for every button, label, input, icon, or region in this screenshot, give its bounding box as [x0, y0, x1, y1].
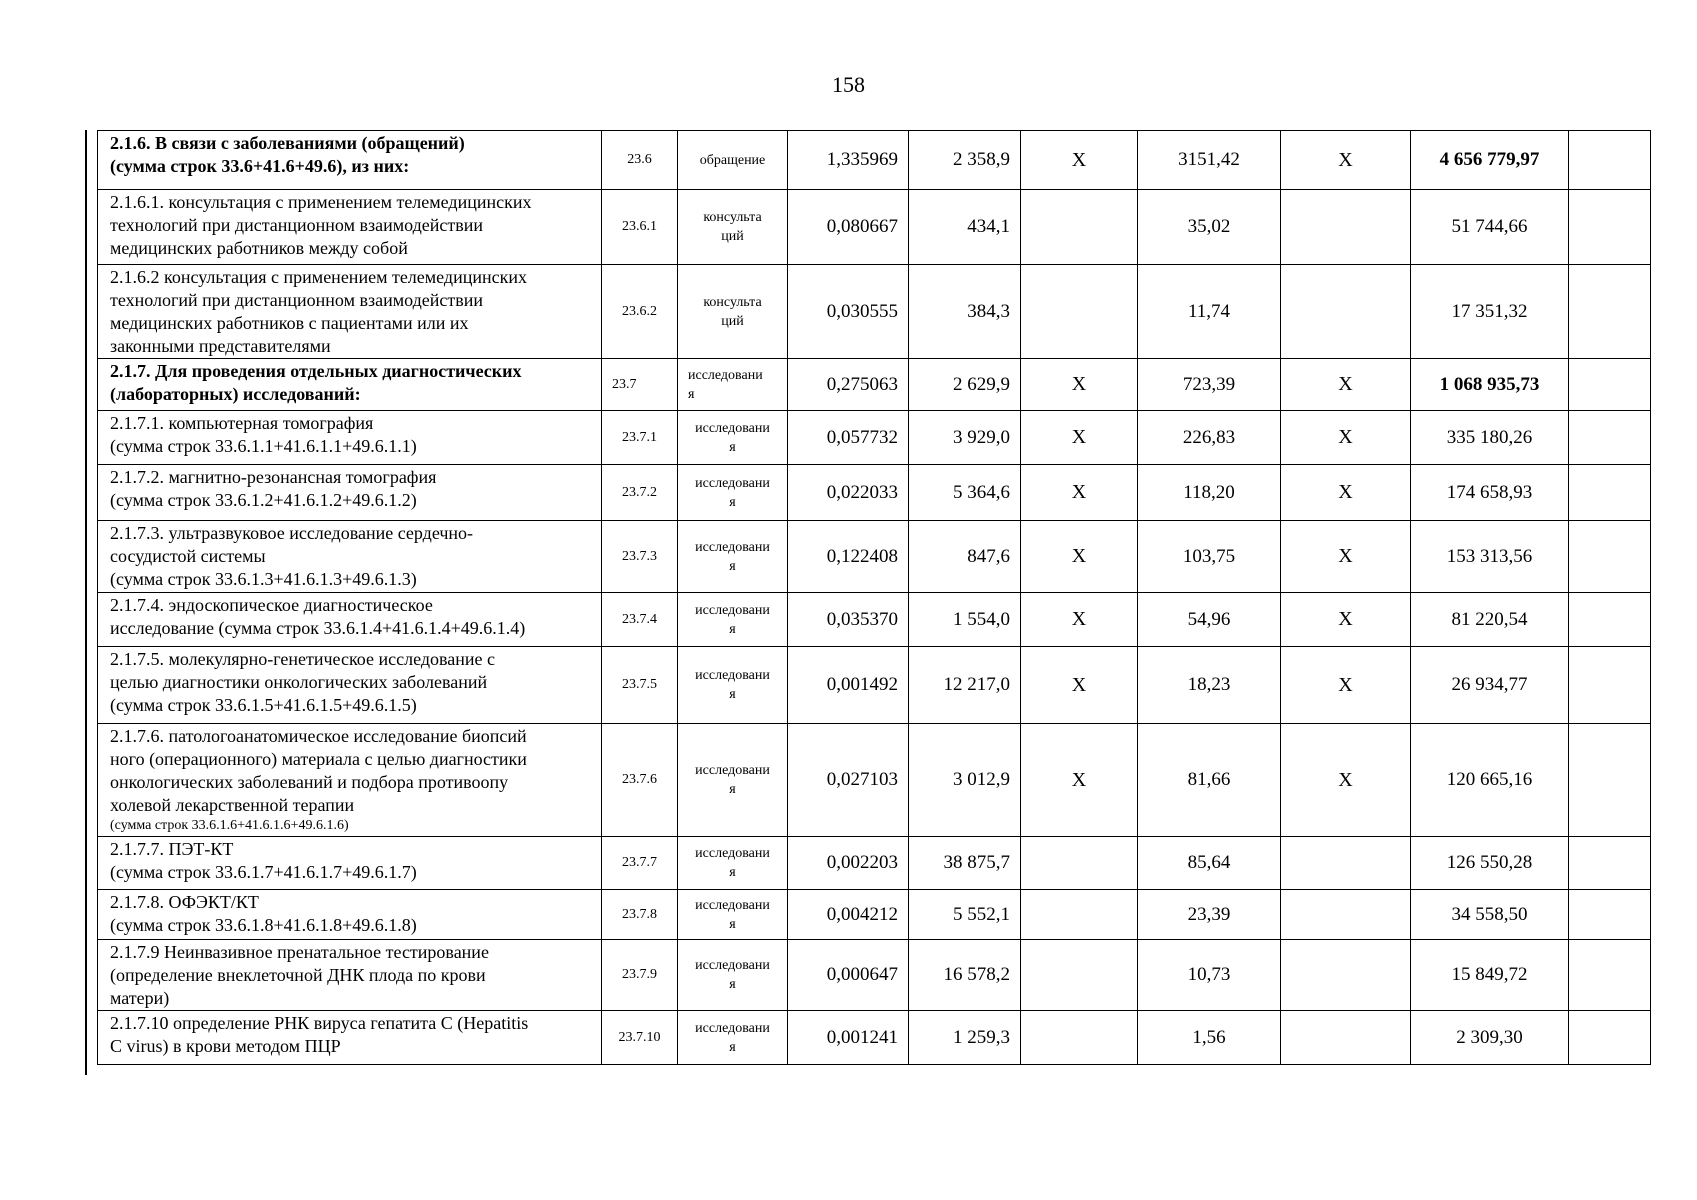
row-total-cell: 81 220,54 — [1411, 593, 1569, 647]
row-code-cell: 23.7.10 — [602, 1011, 678, 1065]
row-cost-cell: 1 554,0 — [909, 593, 1021, 647]
row-cost-cell: 3 929,0 — [909, 411, 1021, 465]
row-name-line: исследование (сумма строк 33.6.1.4+41.6.1.4+49.6.1.4) — [110, 618, 526, 638]
row-name-line: 2.1.7.9 Неинвазивное пренатальное тестирование — [110, 942, 489, 962]
table-row — [98, 940, 1651, 1011]
row-name-line: целью диагностики онкологических заболеваний — [110, 672, 488, 692]
row-name-line: C virus) в крови методом ПЦР — [110, 1036, 341, 1056]
row-x-cell-2: X — [1281, 359, 1411, 411]
row-x-cell-2: X — [1281, 647, 1411, 724]
row-total-cell: 1 068 935,73 — [1411, 359, 1569, 411]
row-unit-line: обращение — [699, 152, 766, 168]
row-norm-cell: 0,122408 — [788, 521, 909, 593]
row-x-cell-2 — [1281, 190, 1411, 265]
row-x-cell-2 — [1281, 1011, 1411, 1065]
row-unit-line: ций — [721, 313, 744, 329]
row-name-cell — [98, 465, 602, 521]
row-name-line: (сумма строк 33.6.1.5+41.6.1.5+49.6.1.5) — [110, 695, 417, 715]
row-empty-cell — [1569, 593, 1651, 647]
table-body — [98, 131, 1651, 1065]
table-row — [98, 593, 1651, 647]
row-total-cell: 120 665,16 — [1411, 724, 1569, 837]
row-norm-cell: 0,030555 — [788, 265, 909, 359]
row-total-cell: 17 351,32 — [1411, 265, 1569, 359]
table-row — [98, 1011, 1651, 1065]
row-per-capita-cell: 85,64 — [1138, 837, 1281, 890]
row-cost-cell: 1 259,3 — [909, 1011, 1021, 1065]
row-unit-line: я — [729, 865, 736, 880]
row-code-cell: 23.7.6 — [602, 724, 678, 837]
table-row — [98, 131, 1651, 190]
row-name-line: 2.1.6. В связи с заболеваниями (обращений) — [110, 133, 465, 153]
row-unit-line: исследовани — [695, 846, 770, 861]
tariff-table — [97, 130, 1651, 1065]
row-name-line: технологий при дистанционном взаимодействии — [110, 290, 483, 310]
row-cost-cell: 5 552,1 — [909, 890, 1021, 940]
row-name-cell — [98, 521, 602, 593]
row-code-cell: 23.7 — [602, 359, 678, 411]
row-unit-line: исследовани — [695, 763, 770, 778]
row-norm-cell: 0,022033 — [788, 465, 909, 521]
row-cost-cell: 434,1 — [909, 190, 1021, 265]
row-cost-cell: 38 875,7 — [909, 837, 1021, 890]
row-name-cell — [98, 411, 602, 465]
row-code-cell: 23.7.8 — [602, 890, 678, 940]
row-code-cell: 23.6.2 — [602, 265, 678, 359]
row-code-cell: 23.7.2 — [602, 465, 678, 521]
row-empty-cell — [1569, 521, 1651, 593]
row-name-line: (сумма строк 33.6.1.7+41.6.1.7+49.6.1.7) — [110, 862, 417, 882]
row-unit-cell — [678, 593, 788, 647]
left-margin-rule — [85, 130, 87, 1075]
row-norm-cell: 0,002203 — [788, 837, 909, 890]
row-name-line: медицинских работников с пациентами или их — [110, 313, 469, 333]
row-empty-cell — [1569, 359, 1651, 411]
row-name-line: законными представителями — [110, 336, 331, 356]
row-unit-line: исследовани — [695, 539, 770, 555]
row-total-cell: 4 656 779,97 — [1411, 131, 1569, 190]
row-code-cell: 23.6.1 — [602, 190, 678, 265]
row-x-cell-2 — [1281, 837, 1411, 890]
row-unit-line: я — [729, 558, 736, 574]
row-code-cell: 23.7.3 — [602, 521, 678, 593]
row-x-cell-2: X — [1281, 593, 1411, 647]
row-unit-line: я — [729, 439, 736, 455]
row-total-cell: 335 180,26 — [1411, 411, 1569, 465]
row-code-cell: 23.7.1 — [602, 411, 678, 465]
row-unit-line: я — [729, 621, 736, 637]
row-name-cell — [98, 131, 602, 190]
row-total-cell: 26 934,77 — [1411, 647, 1569, 724]
row-name-cell — [98, 593, 602, 647]
row-name-line: 2.1.7.7. ПЭТ-КТ — [110, 839, 234, 859]
row-name-cell — [98, 837, 602, 890]
row-total-cell: 153 313,56 — [1411, 521, 1569, 593]
row-name-line: онкологических заболеваний и подбора противоопу — [110, 772, 509, 792]
row-per-capita-cell: 54,96 — [1138, 593, 1281, 647]
row-cost-cell: 3 012,9 — [909, 724, 1021, 837]
row-unit-cell — [678, 131, 788, 190]
row-unit-cell — [678, 190, 788, 265]
row-name-line: (сумма строк 33.6.1.1+41.6.1.1+49.6.1.1) — [110, 436, 417, 456]
row-norm-cell: 0,027103 — [788, 724, 909, 837]
row-name-line: (лабораторных) исследований: — [110, 384, 361, 404]
row-name-line: 2.1.7.1. компьютерная томография — [110, 413, 374, 433]
row-name-cell — [98, 190, 602, 265]
row-x-cell-1 — [1021, 190, 1138, 265]
row-name-line: (сумма строк 33.6+41.6+49.6), из них: — [110, 156, 410, 176]
row-unit-line: ций — [721, 229, 744, 244]
table-row — [98, 359, 1651, 411]
row-unit-cell — [678, 359, 788, 411]
row-total-cell: 15 849,72 — [1411, 940, 1569, 1011]
row-per-capita-cell: 81,66 — [1138, 724, 1281, 837]
row-name-line: сосудистой системы — [110, 546, 266, 566]
row-name-cell — [98, 265, 602, 359]
row-per-capita-cell: 118,20 — [1138, 465, 1281, 521]
row-code-cell: 23.7.7 — [602, 837, 678, 890]
row-x-cell-2 — [1281, 890, 1411, 940]
row-name-cell — [98, 940, 602, 1011]
row-x-cell-2: X — [1281, 465, 1411, 521]
row-unit-line: я — [688, 386, 695, 402]
row-name-line: 2.1.7.3. ультразвуковое исследование сердечно- — [110, 523, 474, 543]
row-total-cell: 2 309,30 — [1411, 1011, 1569, 1065]
row-unit-cell — [678, 940, 788, 1011]
row-unit-cell — [678, 1011, 788, 1065]
row-unit-cell — [678, 521, 788, 593]
row-per-capita-cell: 23,39 — [1138, 890, 1281, 940]
row-empty-cell — [1569, 131, 1651, 190]
row-cost-cell: 847,6 — [909, 521, 1021, 593]
row-norm-cell: 0,001241 — [788, 1011, 909, 1065]
row-name-cell — [98, 647, 602, 724]
row-unit-cell — [678, 837, 788, 890]
row-x-cell-1: X — [1021, 359, 1138, 411]
table-row — [98, 190, 1651, 265]
row-name-line: ного (операционного) материала с целью диагностики — [110, 749, 527, 769]
row-x-cell-1: X — [1021, 131, 1138, 190]
row-norm-cell: 1,335969 — [788, 131, 909, 190]
row-unit-line: исследовани — [695, 1020, 770, 1036]
row-x-cell-2 — [1281, 265, 1411, 359]
table-row — [98, 521, 1651, 593]
row-code-cell: 23.7.9 — [602, 940, 678, 1011]
row-name-line: 2.1.7.2. магнитно-резонансная томография — [110, 467, 437, 487]
row-unit-cell — [678, 724, 788, 837]
row-name-cell — [98, 890, 602, 940]
row-empty-cell — [1569, 724, 1651, 837]
row-unit-line: консульта — [703, 210, 762, 225]
row-name-line: 2.1.7.6. патологоанатомическое исследование биопсий — [110, 726, 527, 746]
table-row — [98, 724, 1651, 837]
table-row — [98, 265, 1651, 359]
row-norm-cell: 0,004212 — [788, 890, 909, 940]
row-empty-cell — [1569, 940, 1651, 1011]
row-unit-line: исследовани — [695, 958, 770, 973]
row-code-cell: 23.7.5 — [602, 647, 678, 724]
row-total-cell: 51 744,66 — [1411, 190, 1569, 265]
row-unit-line: я — [729, 977, 736, 992]
row-x-cell-2: X — [1281, 724, 1411, 837]
row-name-line: (сумма строк 33.6.1.3+41.6.1.3+49.6.1.3) — [110, 569, 417, 589]
row-per-capita-cell: 3151,42 — [1138, 131, 1281, 190]
row-x-cell-2 — [1281, 940, 1411, 1011]
row-name-line: 2.1.6.2 консультация с применением телемедицинских — [110, 267, 527, 287]
row-norm-cell: 0,275063 — [788, 359, 909, 411]
row-name-line: матери) — [110, 988, 170, 1008]
row-unit-line: исследовани — [695, 668, 770, 683]
row-x-cell-1: X — [1021, 647, 1138, 724]
row-x-cell-2: X — [1281, 411, 1411, 465]
row-unit-cell — [678, 465, 788, 521]
row-unit-line: исследовани — [695, 897, 770, 913]
row-x-cell-1: X — [1021, 724, 1138, 837]
row-name-line: холевой лекарственной терапии — [110, 795, 355, 815]
row-per-capita-cell: 1,56 — [1138, 1011, 1281, 1065]
row-unit-line: исследовани — [695, 602, 770, 618]
row-empty-cell — [1569, 837, 1651, 890]
row-per-capita-cell: 18,23 — [1138, 647, 1281, 724]
row-name-line: (сумма строк 33.6.1.2+41.6.1.2+49.6.1.2) — [110, 490, 417, 510]
row-unit-cell — [678, 890, 788, 940]
row-name-line: 2.1.7. Для проведения отдельных диагностических — [110, 361, 522, 381]
row-per-capita-cell: 723,39 — [1138, 359, 1281, 411]
row-name-line: (сумма строк 33.6.1.8+41.6.1.8+49.6.1.8) — [110, 915, 417, 935]
table-row — [98, 837, 1651, 890]
row-norm-cell: 0,035370 — [788, 593, 909, 647]
row-norm-cell: 0,000647 — [788, 940, 909, 1011]
row-empty-cell — [1569, 890, 1651, 940]
row-x-cell-1 — [1021, 940, 1138, 1011]
row-per-capita-cell: 10,73 — [1138, 940, 1281, 1011]
row-name-line: технологий при дистанционном взаимодействии — [110, 215, 483, 235]
row-name-line: 2.1.7.5. молекулярно-генетическое исследование с — [110, 649, 495, 669]
row-unit-cell — [678, 265, 788, 359]
row-unit-line: исследовани — [695, 475, 770, 491]
row-name-line: медицинских работников между собой — [110, 238, 408, 258]
row-x-cell-1 — [1021, 890, 1138, 940]
page-number: 158 — [832, 72, 865, 97]
row-total-cell: 126 550,28 — [1411, 837, 1569, 890]
row-name-note: (сумма строк 33.6.1.6+41.6.1.6+49.6.1.6) — [110, 818, 349, 833]
row-cost-cell: 2 629,9 — [909, 359, 1021, 411]
row-cost-cell: 384,3 — [909, 265, 1021, 359]
row-total-cell: 34 558,50 — [1411, 890, 1569, 940]
row-cost-cell: 12 217,0 — [909, 647, 1021, 724]
table-row — [98, 890, 1651, 940]
row-x-cell-1: X — [1021, 593, 1138, 647]
row-unit-cell — [678, 411, 788, 465]
row-empty-cell — [1569, 465, 1651, 521]
row-empty-cell — [1569, 1011, 1651, 1065]
table-row — [98, 647, 1651, 724]
row-x-cell-1: X — [1021, 465, 1138, 521]
row-code-cell: 23.7.4 — [602, 593, 678, 647]
row-per-capita-cell: 11,74 — [1138, 265, 1281, 359]
row-empty-cell — [1569, 647, 1651, 724]
row-name-line: 2.1.7.4. эндоскопическое диагностическое — [110, 595, 433, 615]
row-x-cell-2: X — [1281, 131, 1411, 190]
row-empty-cell — [1569, 265, 1651, 359]
row-norm-cell: 0,057732 — [788, 411, 909, 465]
row-unit-line: я — [729, 1039, 736, 1055]
row-norm-cell: 0,001492 — [788, 647, 909, 724]
row-per-capita-cell: 226,83 — [1138, 411, 1281, 465]
row-x-cell-1 — [1021, 265, 1138, 359]
row-per-capita-cell: 103,75 — [1138, 521, 1281, 593]
row-unit-line: консульта — [703, 294, 762, 310]
row-x-cell-1 — [1021, 837, 1138, 890]
row-total-cell: 174 658,93 — [1411, 465, 1569, 521]
row-name-line: 2.1.6.1. консультация с применением телемедицинских — [110, 192, 532, 212]
row-unit-line: исследовани — [695, 420, 770, 436]
row-x-cell-1: X — [1021, 521, 1138, 593]
row-cost-cell: 2 358,9 — [909, 131, 1021, 190]
row-per-capita-cell: 35,02 — [1138, 190, 1281, 265]
row-x-cell-1 — [1021, 1011, 1138, 1065]
row-unit-line: я — [729, 687, 736, 702]
row-name-cell — [98, 359, 602, 411]
row-x-cell-2: X — [1281, 521, 1411, 593]
row-empty-cell — [1569, 411, 1651, 465]
row-unit-line: я — [729, 916, 736, 932]
row-name-line: 2.1.7.8. ОФЭКТ/КТ — [110, 892, 259, 912]
row-norm-cell: 0,080667 — [788, 190, 909, 265]
row-cost-cell: 16 578,2 — [909, 940, 1021, 1011]
row-name-line: (определение внеклеточной ДНК плода по крови — [110, 965, 486, 985]
row-unit-line: я — [729, 782, 736, 797]
row-name-line: 2.1.7.10 определение РНК вируса гепатита С (Hepatitis — [110, 1013, 529, 1033]
row-cost-cell: 5 364,6 — [909, 465, 1021, 521]
row-unit-cell — [678, 647, 788, 724]
row-unit-line: исследовани — [688, 367, 763, 383]
table-row — [98, 411, 1651, 465]
row-x-cell-1: X — [1021, 411, 1138, 465]
table-row — [98, 465, 1651, 521]
row-name-cell — [98, 724, 602, 837]
row-name-cell — [98, 1011, 602, 1065]
row-unit-line: я — [729, 494, 736, 510]
row-code-cell: 23.6 — [602, 131, 678, 190]
row-empty-cell — [1569, 190, 1651, 265]
